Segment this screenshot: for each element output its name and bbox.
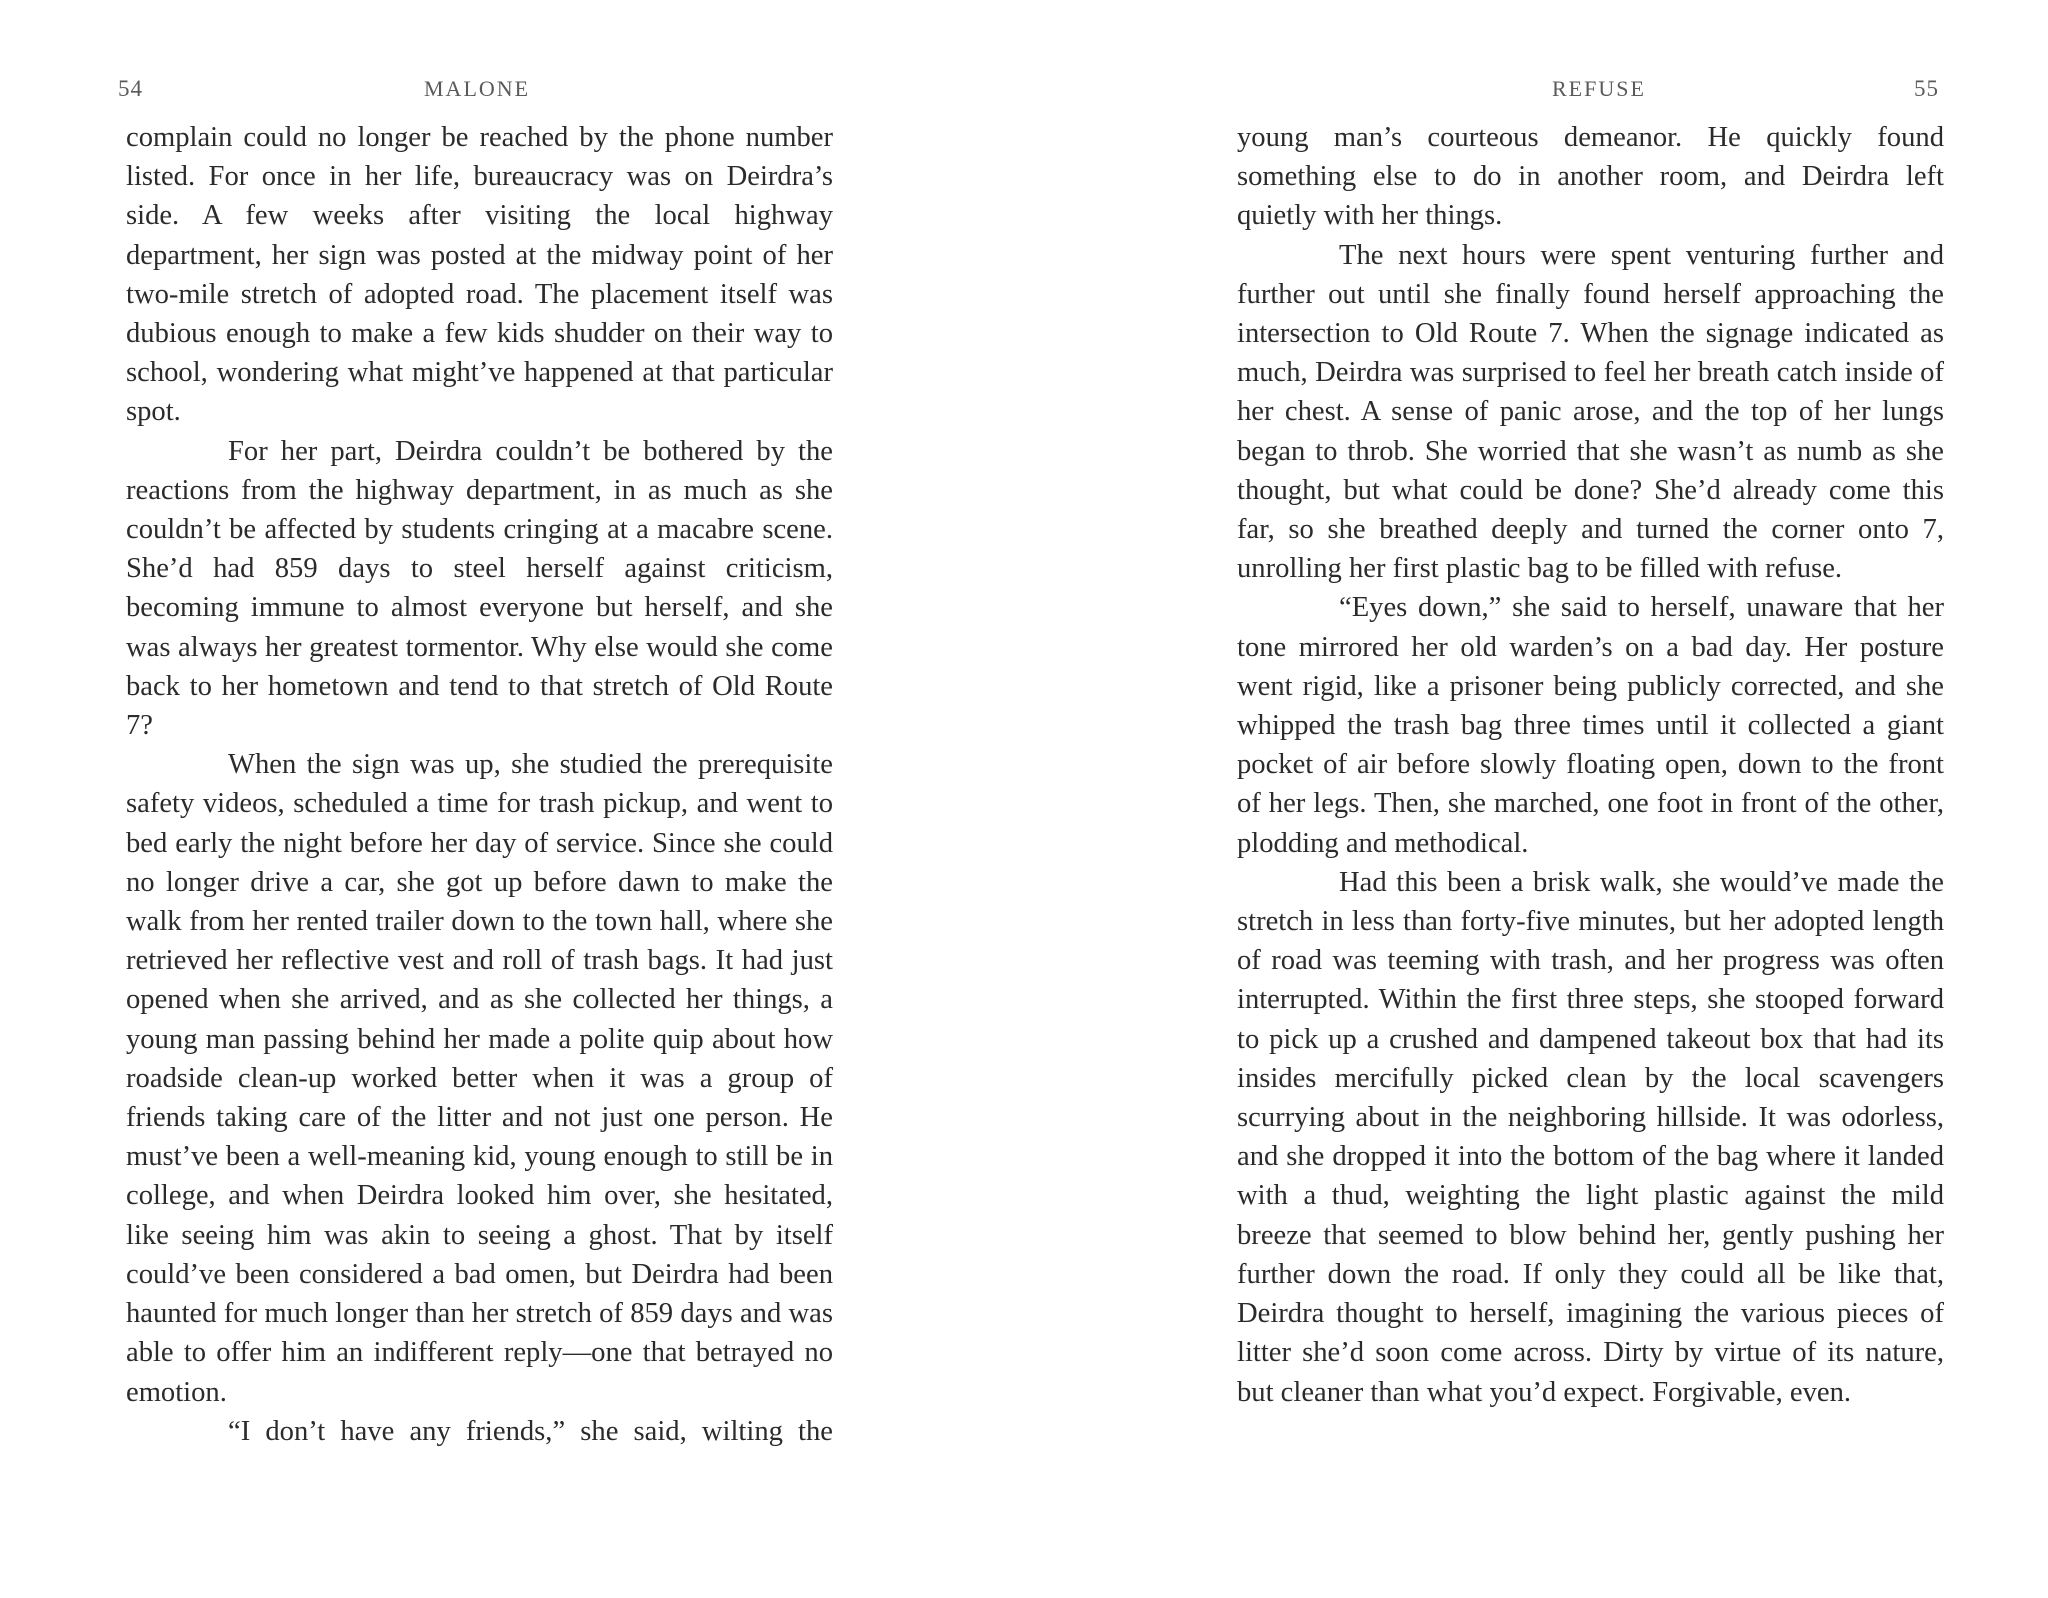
paragraph: complain could no longer be reached by the phone number listed. For once in her life, bureaucracy was on Deirdra’s side. A few weeks after visiting the local highway department, her sign was posted at the midway point of her two-mile stretch of adopted road. The placement itself was dubious enough to make a few kids shudder on their way to school, wondering what might’ve happened at that particular spot. [126, 122, 833, 428]
paragraph: When the sign was up, she studied the prerequisite safety videos, scheduled a time for trash pickup, and went to bed early the night before her day of service. Since she could no longer drive a car, she got up before dawn to make the walk from her rented trailer down to the town hall, where she retrieved her reflective vest and roll of trash bags. It had just opened when she arrived, and as she collected her things, a young man passing behind her made a polite quip about how roadside clean-up worked better when it was a group of friends taking care of the litter and not just one person. He must’ve been a well-meaning kid, young enough to still be in college, and when Deirdra looked him over, she hesitated, like seeing him was akin to seeing a ghost. That by itself could’ve been considered a bad omen, but Deirdra had been haunted for much longer than her stretch of 859 days and was able to offer him an indifferent reply—one that betrayed no emotion. [126, 749, 833, 1408]
paragraph: “I don’t have any friends,” she said, wilting the [228, 1415, 833, 1447]
right-page [1024, 0, 2048, 1598]
left-page-body [126, 118, 833, 1451]
left-page-header [118, 76, 878, 106]
paragraph: The next hours were spent venturing further and further out until she finally found herself approaching the intersection to Old Route 7. When the signage indicated as much, Deirdra was surprised to feel her breath catch inside of her chest. A sense of panic arose, and the top of her lungs began to throb. She worried that she wasn’t as numb as she thought, but what could be done? She’d already come this far, so she breathed deeply and turned the corner onto 7, unrolling her first plastic bag to be filled with refuse. [1237, 239, 1944, 585]
paragraph: “Eyes down,” she said to herself, unaware that her tone mirrored her old warden’s on a bad day. Her posture went rigid, like a prisoner being publicly corrected, and she whipped the trash bag three times until it collected a giant pocket of air before slowly floating open, down to the front of her legs. Then, she marched, one foot in front of the other, plodding and methodical. [1237, 592, 1944, 859]
paragraph: Had this been a brisk walk, she would’ve made the stretch in less than forty-five minutes, but her adopted length of road was teeming with trash, and her progress was often interrupted. Within the first three steps, she stooped forward to pick up a crushed and dampened takeout box that had its insides mercifully picked clean by the local scavengers scurrying about in the neighboring hillside. It was odorless, and she dropped it into the bottom of the bag where it landed with a thud, weighting the light plastic against the mild breeze that seemed to blow behind her, gently pushing her further down the road. If only they could all be like that, Deirdra thought to herself, imagining the various pieces of litter she’d soon come across. Dirty by virtue of its nature, but cleaner than what you’d expect. Forgivable, even. [1237, 866, 1944, 1408]
paragraph: young man’s courteous demeanor. He quickly found something else to do in another room, and Deirdra left quietly with her things. [1237, 122, 1944, 232]
page-number-right: 55 [1914, 76, 1939, 101]
page-number-left: 54 [118, 76, 143, 101]
right-page-body [1237, 118, 1944, 1412]
paragraph: For her part, Deirdra couldn’t be bothered by the reactions from the highway department, in as much as she couldn’t be affected by students cringing at a macabre scene. She’d had 859 days to steel herself against criticism, becoming immune to almost everyone but herself, and she was always her greatest tormentor. Why else would she come back to her hometown and tend to that stretch of Old Route 7? [126, 435, 833, 742]
running-head-author: MALONE [424, 76, 531, 101]
right-page-header [1024, 76, 2048, 106]
running-head-title: REFUSE [1552, 76, 1646, 101]
